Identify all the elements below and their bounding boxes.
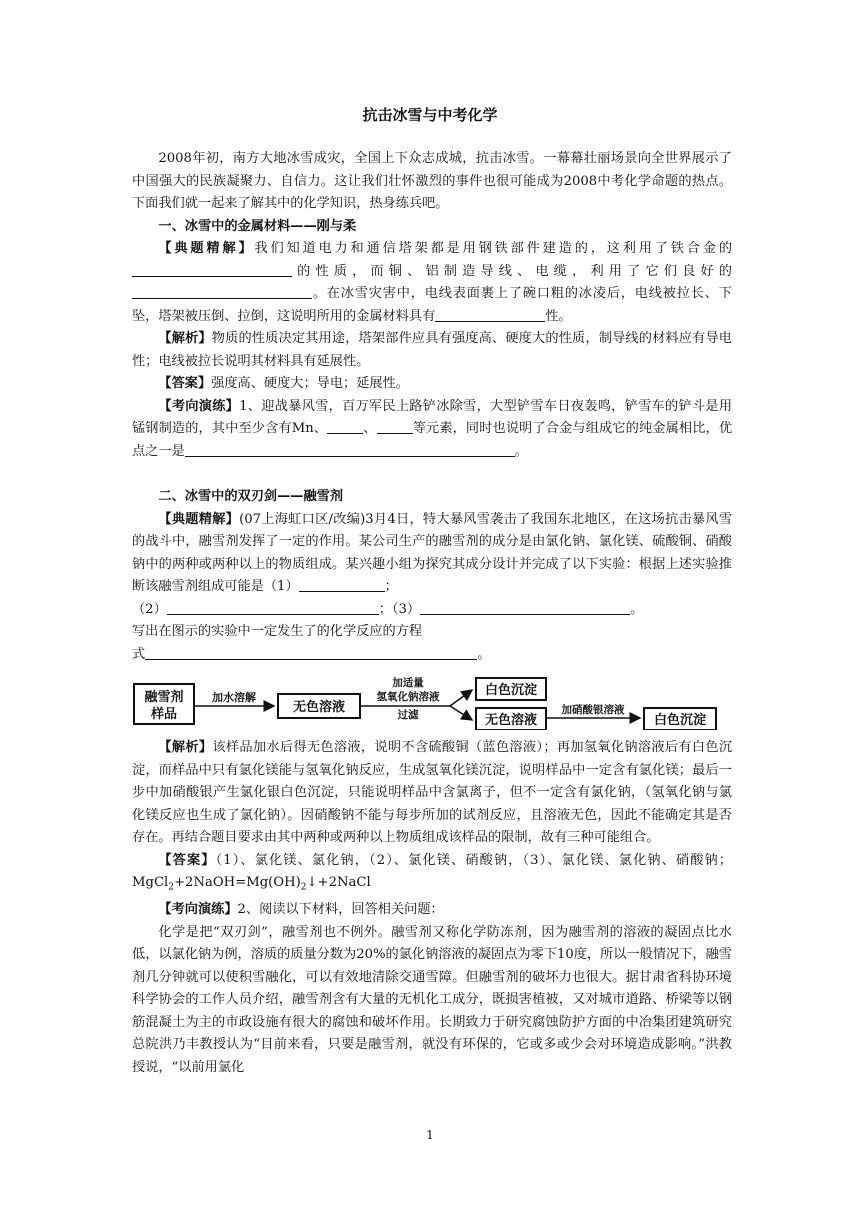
- answer-blank: [327, 419, 363, 434]
- intro-paragraph: 2008年初，南方大地冰雪成灾，全国上下众志成城，抗击冰雪。一幕幕壮丽场景向全世界展示了中国强大的民族凝聚力、自信力。这让我们壮怀激烈的事件也很可能成为2008中考化学命题的热点。下面我们就一起来了解其中的化学知识，热身练兵吧。: [132, 151, 732, 211]
- section-one-heading: 一、冰雪中的金属材料——刚与柔: [158, 218, 357, 234]
- s2-opt2: （2）: [132, 601, 167, 617]
- s1-analysis-text: 物质的性质决定其用途，塔架部件应具有强度高、硬度大的性质，制导线的材料应有导电性；电线被拉长说明其材料具有延展性。: [132, 331, 732, 369]
- s1-practice-end: 。: [514, 443, 528, 459]
- s2-analysis-tag: 【解析】: [158, 740, 213, 755]
- step-1-label: 加水溶解: [212, 691, 256, 704]
- s2-eq-b: 式: [132, 646, 146, 662]
- s1-practice: [132, 396, 732, 464]
- s2-answer-sub-2: 2: [300, 882, 307, 893]
- s2-opt3: ；（3）: [378, 601, 421, 617]
- s2-opt-end: 。: [630, 601, 644, 617]
- step-2-label-1: 加适量: [392, 677, 424, 689]
- s1-answer-tag: 【答案】: [158, 376, 212, 391]
- branch-down-arrow: [450, 706, 472, 720]
- s2-example-tag: 【典题精解】: [158, 511, 240, 527]
- answer-blank: [299, 577, 385, 592]
- s2-eq-end: 。: [477, 646, 491, 662]
- s2-example-semi: ；: [384, 579, 398, 594]
- s2-practice: [132, 899, 732, 922]
- s1-practice-text-b: 等元素，同时也说明了合金与组成它的纯金属相比，优点之一是: [132, 421, 733, 459]
- solution-label: 无色溶液: [292, 700, 346, 715]
- s2-answer-text-c: ↓+2NaCl: [306, 875, 371, 890]
- s1-answer: [132, 373, 732, 396]
- s1-practice-tag: 【考向演练】: [158, 398, 240, 414]
- answer-blank: [377, 419, 413, 434]
- s2-equation-line: [132, 644, 732, 667]
- sample-label-1: 融雪剂: [144, 690, 184, 705]
- solution-2-label: 无色溶液: [484, 713, 538, 728]
- s2-answer: [132, 850, 732, 900]
- s2-answer-text-a: （1）、氯化镁、氯化钠，（2）、氯化镁、硝酸钠，（3）、氯化镁、氯化钠、硝酸钠；MgCl: [132, 852, 732, 890]
- s2-example: [132, 509, 732, 599]
- section-two-bottom: [132, 737, 732, 1079]
- answer-blank: [132, 262, 292, 277]
- s2-answer-tag: 【答案】: [158, 852, 216, 868]
- section-one: [132, 148, 732, 463]
- s1-practice-sep: 、: [363, 421, 377, 436]
- white-precipitate-label: 白色沉淀: [484, 683, 538, 698]
- s2-options: [132, 599, 732, 622]
- document-title: 抗击冰雪与中考化学: [362, 106, 498, 124]
- answer-blank: [145, 645, 477, 660]
- s2-answer-sub-1: 2: [168, 882, 174, 893]
- s1-practice-text-a: 1、迎战暴风雪，百万军民上路铲冰除雪，大型铲雪车日夜轰鸣，铲雪车的铲斗是用锰钢制造的，其中至少含有Mn、: [132, 398, 733, 436]
- s1-example-tag: 【典题精解】: [158, 241, 255, 256]
- answer-blank: [132, 284, 312, 299]
- answer-blank: [167, 600, 379, 615]
- experiment-flow-diagram: [132, 676, 732, 730]
- step-2-label-3: 过滤: [397, 709, 419, 721]
- s1-analysis-tag: 【解析】: [158, 331, 212, 346]
- s1-example: [132, 238, 732, 328]
- s1-example-text-b: 的性质，而铜、铝制造导线、电缆，利用了它们良好的: [292, 263, 732, 279]
- answer-blank: [420, 600, 630, 615]
- answer-blank: [435, 307, 545, 322]
- s2-analysis: [132, 737, 732, 850]
- step-2-label-2: 氢氧化钠溶液: [376, 691, 440, 703]
- s2-answer-text-b: +2NaOH=Mg(OH): [174, 875, 301, 890]
- branch-up-arrow: [450, 690, 472, 706]
- s2-equation-prompt: 写出在图示的实验中一定发生了的化学反应的方程: [132, 624, 423, 639]
- s1-answer-text: 强度高、硬度大；导电；延展性。: [211, 376, 409, 391]
- s2-example-text: (07上海虹口区/改编)3月4日，特大暴风雪袭击了我国东北地区，在这场抗击暴风雪的战斗中，融雪剂发挥了一定的作用。某公司生产的融雪剂的成分是由氯化钠、氯化镁、硫酸铜、硝酸钠中的两种或两种以上的物质组成。某兴趣小组为探究其成分设计并完成了以下实验：根据上述实验推断该融雪剂组成可能是（1）: [132, 511, 733, 594]
- s2-analysis-text: 该样品加水后得无色溶液，说明不含硫酸铜（蓝色溶液）；再加氢氧化钠溶液后有白色沉淀，而样品中只有氯化镁能与氢氧化钠反应，生成氢氧化镁沉淀，说明样品中一定含有氯化镁；最后一步中加硝酸银产生氯化银白色沉淀，只能说明样品中含氯离子，但不一定含有氯化钠，（氢氧化钠与氯化镁反应也生成了氯化钠）。因硝酸钠不能与每步所加的试剂反应，且溶液无色，因此不能确定其是否存在。再结合题目要求由其中两种或两种以上物质组成该样品的限制，故有三种可能组合。: [132, 740, 733, 845]
- s1-example-text-c: 。在冰雪灾害中，电线表面裹上了碗口粗的冰凌后，电线被拉长、下坠，塔架被压倒、拉倒，这说明所用的金属材料具有: [132, 286, 732, 324]
- s2-practice-tag: 【考向演练】: [158, 902, 238, 918]
- step-3-label: 加硝酸银溶液: [561, 704, 625, 716]
- s1-example-text-d: 性。: [545, 308, 572, 324]
- section-two-heading: 二、冰雪中的双刃剑——融雪剂: [158, 489, 344, 504]
- s2-practice-text: 2、阅读以下材料，回答相关问题：: [237, 902, 444, 918]
- sample-label-2: 样品: [150, 707, 178, 722]
- s1-analysis: [132, 328, 732, 373]
- page-number: 1: [426, 1128, 434, 1142]
- white-precipitate-2-label: 白色沉淀: [653, 713, 707, 728]
- s2-reading-material: 化学是把“双刃剑”，融雪剂也不例外。融雪剂又称化学防冻剂，因为融雪剂的溶液的凝固点比水低，以氯化钠为例，溶质的质量分数为20%的氯化钠溶液的凝固点为零下10度，所以一般情况下，融雪剂几分钟就可以使积雪融化，可以有效地清除交通雪障。但融雪剂的破坏力也很大。据甘肃省科协环境科学协会的工作人员介绍，融雪剂含有大量的无机化工成分，既损害植被，又对城市道路、桥梁等以钢筋混凝土为主的市政设施有很大的腐蚀和破坏作用。长期致力于研究腐蚀防护方面的中冶集团建筑研究总院洪乃丰教授认为“目前来看，只要是融雪剂，就没有环保的，它或多或少会对环境造成影响。”洪教授说，“以前用氯化: [132, 924, 732, 1075]
- section-two-top: [132, 486, 732, 666]
- answer-blank: [185, 442, 515, 457]
- s1-example-text-a: 我们知道电力和通信塔架都是用钢铁部件建造的，这利用了铁合金的: [254, 241, 733, 256]
